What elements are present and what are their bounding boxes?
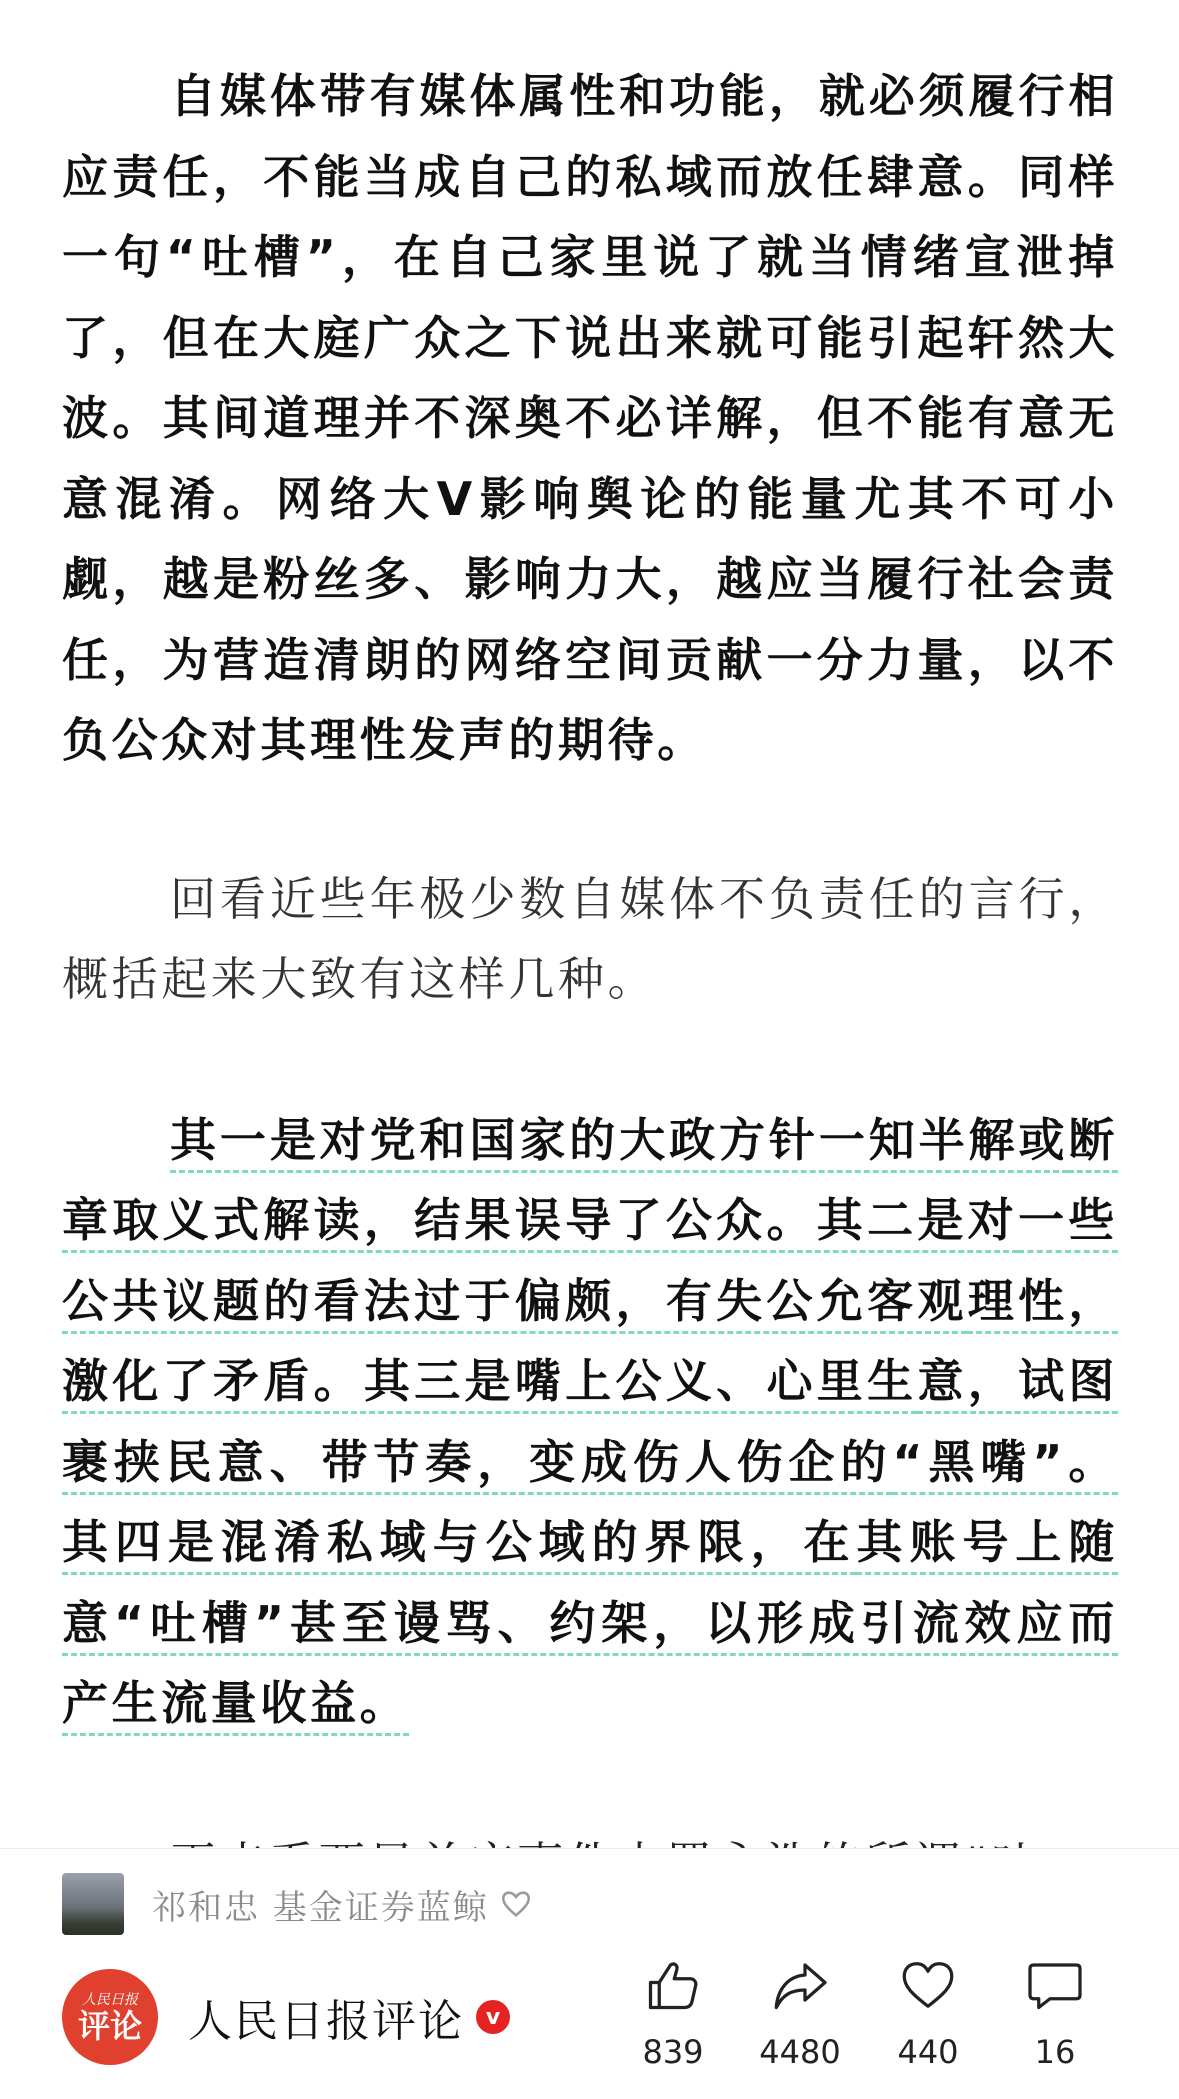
p1-line: 不能有意无意混淆。网络大V影响舆论的能量: [62, 391, 1119, 526]
p1-line: 同样一句“吐槽”，在自己家里说了就当情绪: [62, 149, 1118, 284]
paragraph-2: [62, 859, 1118, 1020]
share-icon: [770, 1955, 830, 2015]
p3-line: 其一是对党和国家的大政方针一知半解或: [170, 1112, 1069, 1167]
favorite-count: 440: [897, 2033, 959, 2071]
article-body: [62, 56, 1118, 1904]
comment-button[interactable]: [1000, 1955, 1110, 2071]
bottom-bar: [0, 1848, 1179, 2099]
logo-small-text: 人民日报: [82, 1992, 138, 2008]
p1-line: 宣泄掉了，但在大庭广众之下说出来就可能引: [62, 230, 1119, 365]
share-count: 4480: [759, 2033, 841, 2071]
paragraph-1: [62, 56, 1118, 781]
logo-main-text: 评论: [77, 2007, 142, 2045]
notice-thumbnail: [62, 1873, 124, 1935]
author-name: 人民日报评论: [188, 1996, 464, 2047]
p3-line: 意，试图裹挟民意、带节奏，变成伤人伤企的: [62, 1354, 1118, 1489]
p3-line: 成引流效应而产生流量收益。: [62, 1595, 1118, 1730]
p3-line: “黑嘴”。其四是混淆私域与公域的界限，在: [62, 1434, 1118, 1569]
favorite-button[interactable]: [873, 1955, 983, 2071]
p2-line: 回看近些年极少数自媒体不负责任的言: [170, 871, 1019, 926]
p2-line: 行，概括起来大致有这样几种。: [62, 871, 1118, 1006]
verified-badge-icon: v: [476, 2000, 510, 2034]
p1-line: 当履行社会责任，为营造清朗的网络空间贡献: [62, 552, 1118, 687]
p1-line: 一分力量，以不负公众对其理性发声的期待。: [62, 632, 1119, 767]
p3-line: 断章取义式解读，结果误导了公众。其二是对: [62, 1112, 1118, 1247]
heart-outline-icon[interactable]: [499, 1887, 533, 1921]
p3-line: 一些公共议题的看法过于偏颇，有失公允客观: [62, 1193, 1118, 1328]
p1-line: 相应责任，不能当成自己的私域而放任肆意。: [62, 69, 1118, 204]
author-logo: [62, 1969, 158, 2065]
p3-line: 其账号上随意“吐槽”甚至谩骂、约架，以形: [62, 1515, 1119, 1650]
comment-count: 16: [1034, 2033, 1076, 2071]
related-notice[interactable]: [62, 1873, 533, 1935]
thumbs-up-icon: [643, 1955, 703, 2015]
share-button[interactable]: [745, 1955, 855, 2071]
p3-line: 理性，激化了矛盾。其三是嘴上公义、心里生: [62, 1273, 1118, 1408]
heart-icon: [898, 1955, 958, 2015]
like-button[interactable]: [618, 1955, 728, 2071]
p1-line: 自媒体带有媒体属性和功能，就必须履行: [170, 69, 1069, 123]
comment-icon: [1025, 1955, 1085, 2015]
like-count: 839: [642, 2033, 704, 2071]
author-row[interactable]: [62, 1969, 510, 2065]
notice-text: 祁和忠 基金证券蓝鲸: [152, 1887, 489, 1928]
p1-line: 尤其不可小觑，越是粉丝多、影响力大，越应: [62, 471, 1119, 606]
paragraph-3-highlighted[interactable]: [62, 1100, 1118, 1744]
p1-line: 起轩然大波。其间道理并不深奥不必详解，但: [62, 310, 1118, 445]
